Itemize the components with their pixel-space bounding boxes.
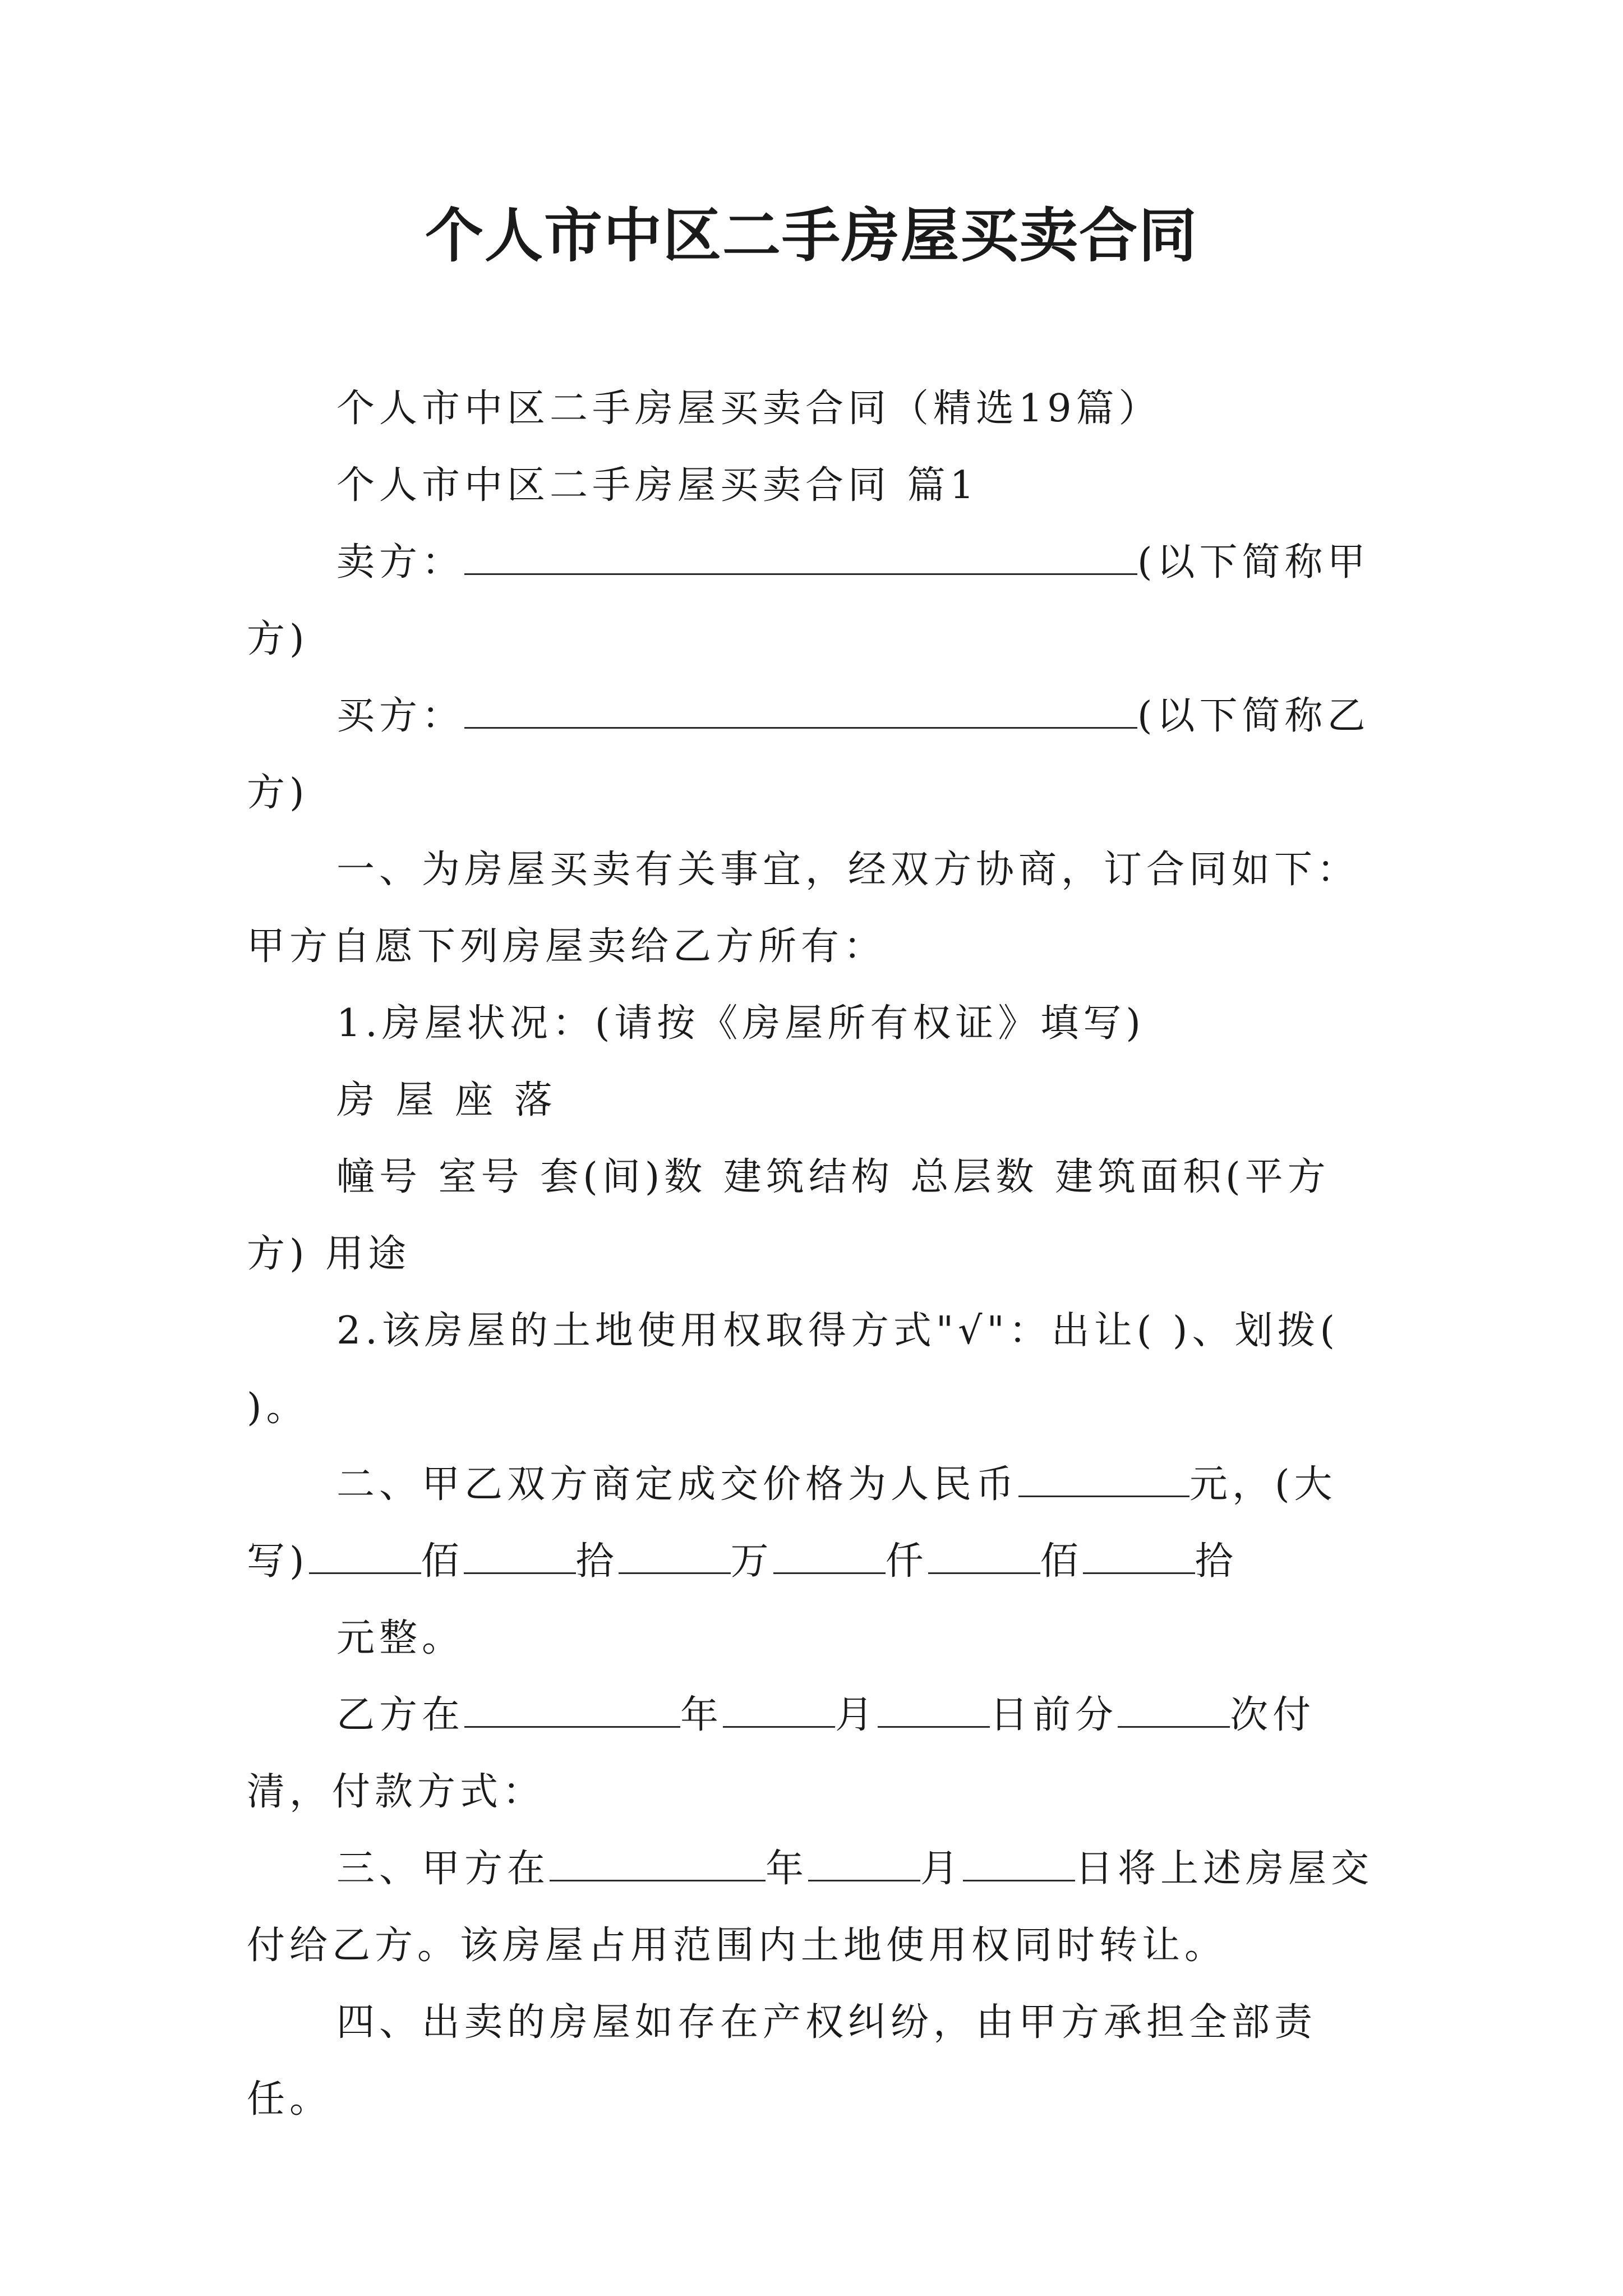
buyer-suffix: (以下简称乙方): [247, 694, 1370, 815]
clause-2-text-b: 元，(大写): [247, 1462, 1337, 1584]
unit: 拾: [1195, 1539, 1238, 1584]
buyer-blank: [464, 693, 1137, 729]
clause-2-text-a: 二、甲乙双方商定成交价格为人民币: [336, 1462, 1019, 1507]
seller-suffix: (以下简称甲方): [247, 540, 1370, 661]
unit: 万: [730, 1539, 773, 1584]
seller-blank: [464, 540, 1137, 575]
blank: [1083, 1539, 1195, 1574]
year-label: 年: [766, 1847, 809, 1891]
day-label: 日前分: [990, 1693, 1118, 1737]
blank: [928, 1539, 1040, 1574]
blank: [619, 1539, 731, 1574]
document-title: 个人市中区二手房屋买卖合同: [425, 201, 1198, 270]
blank: [963, 1846, 1075, 1881]
month-label: 月: [920, 1847, 963, 1891]
unit: 仟: [885, 1539, 928, 1584]
clause-3-text-b: 日将上述房屋交付给乙方。该房屋占用范围内土地使用权同时转让。: [247, 1847, 1374, 1968]
payment-text-a: 乙方在: [336, 1693, 465, 1737]
unit: 佰: [1040, 1539, 1083, 1584]
seller-line: [247, 524, 1385, 678]
clause-3-text-a: 三、甲方在: [336, 1847, 550, 1891]
clause-3: [247, 1830, 1385, 1984]
blank: [550, 1846, 766, 1881]
blank: [464, 1539, 576, 1574]
blank: [1118, 1692, 1230, 1728]
unit: 拾: [575, 1539, 619, 1584]
document-body: [247, 370, 1385, 2138]
intro-paragraph: 个人市中区二手房屋买卖合同（精选19篇）: [336, 386, 1161, 431]
blank: [773, 1539, 886, 1574]
clause-4: 四、出卖的房屋如存在产权纠纷，由甲方承担全部责任。: [247, 2000, 1317, 2122]
buyer-line: [247, 678, 1385, 831]
location-line: 房 屋 座 落: [336, 1078, 557, 1122]
item-1: 1.房屋状况：(请按《房屋所有权证》填写): [336, 1001, 1145, 1046]
buyer-label: 买方：: [336, 694, 465, 738]
unit: 佰: [421, 1539, 464, 1584]
payment-line: [247, 1677, 1385, 1830]
clause-2: [247, 1446, 1385, 1600]
price-blank: [1018, 1462, 1189, 1497]
item-2: 2.该房屋的土地使用权取得方式"√"：出让( )、划拨( )。: [247, 1309, 1339, 1430]
yuan-zheng: 元整。: [336, 1616, 465, 1660]
seller-label: 卖方：: [336, 540, 465, 585]
blank: [878, 1692, 990, 1728]
month-label: 月: [835, 1693, 878, 1737]
year-label: 年: [680, 1693, 723, 1737]
clause-1: 一、为房屋买卖有关事宜，经双方协商，订合同如下：甲方自愿下列房屋卖给乙方所有：: [247, 848, 1360, 969]
blank: [309, 1539, 421, 1574]
blank: [464, 1692, 680, 1728]
blank: [723, 1692, 835, 1728]
section-title: 个人市中区二手房屋买卖合同 篇1: [336, 463, 979, 508]
columns-line: 幢号 室号 套(间)数 建筑结构 总层数 建筑面积(平方方) 用途: [247, 1155, 1330, 1276]
payment-text-b: 次付清，付款方式：: [247, 1693, 1316, 1814]
blank: [808, 1846, 920, 1881]
